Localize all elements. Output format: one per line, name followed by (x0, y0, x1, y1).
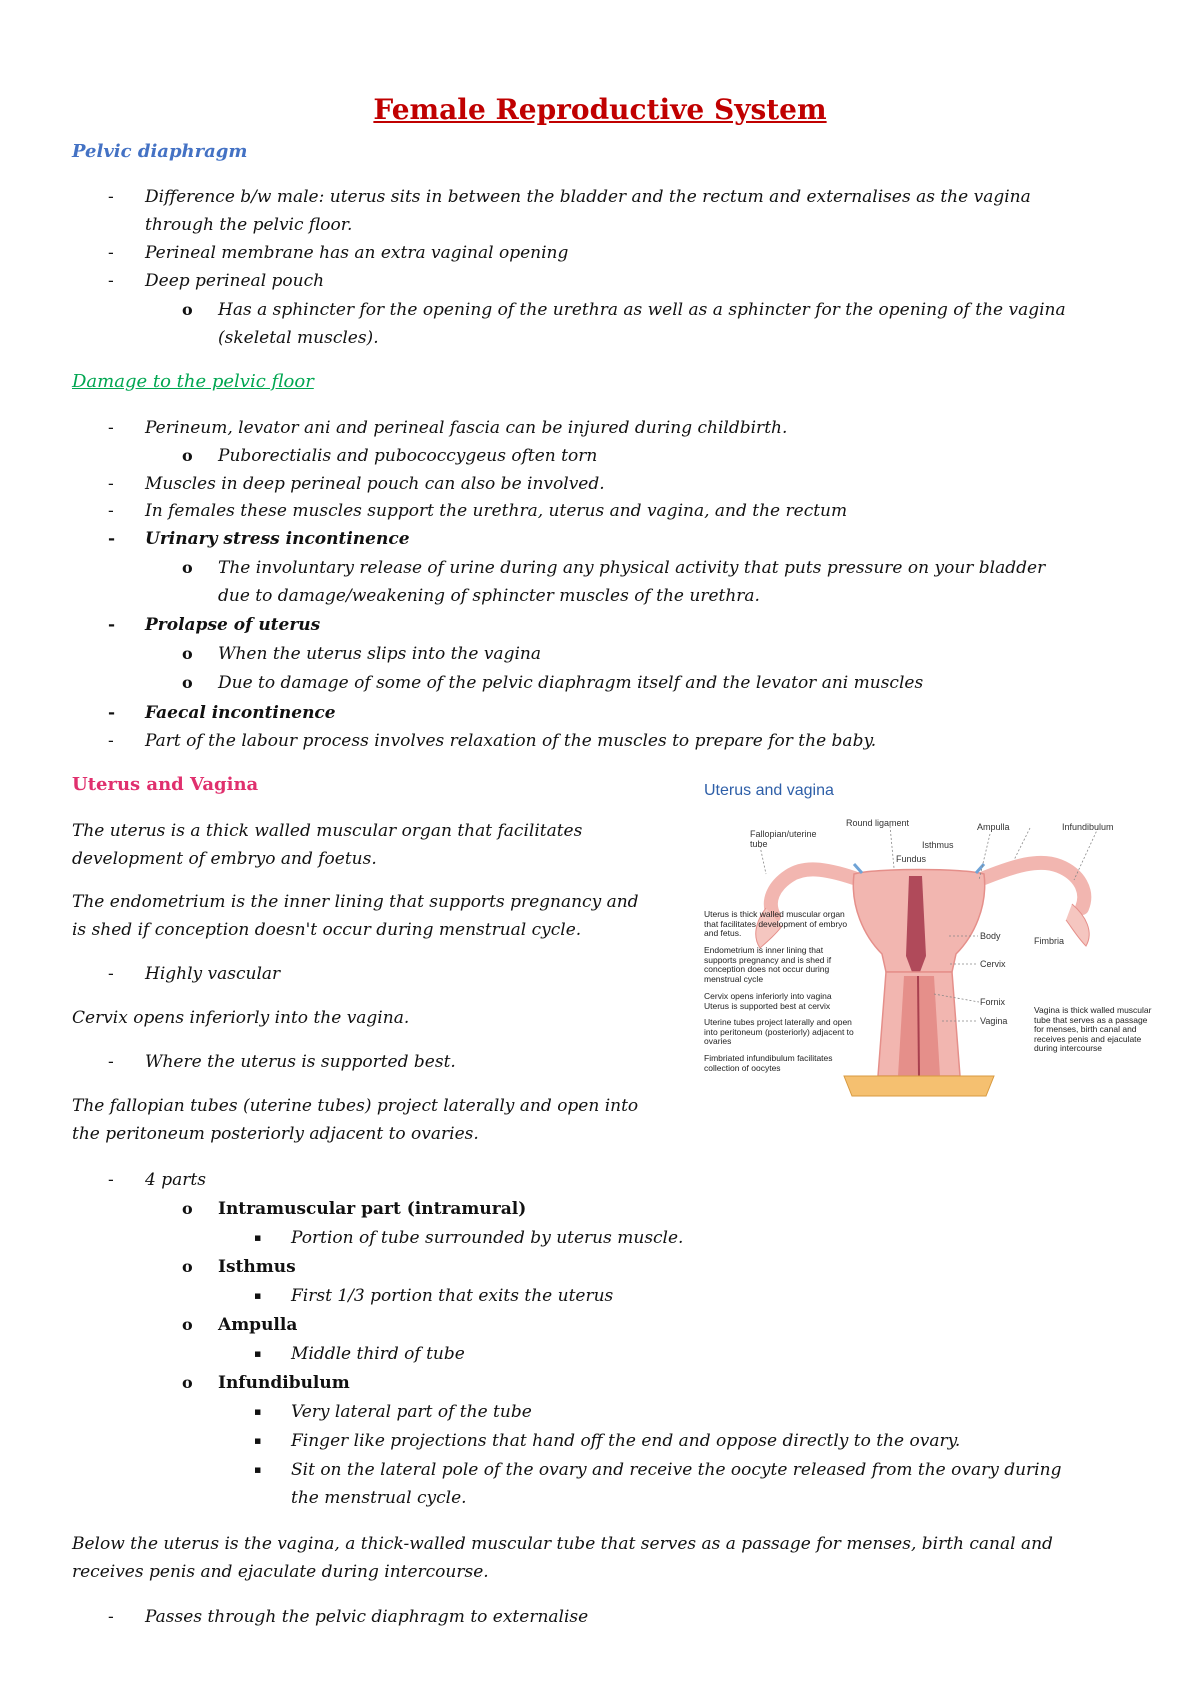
square-bullet: ▪ (254, 1231, 262, 1244)
sub-list-item-bold: Infundibulum (218, 1373, 350, 1393)
list-item-bold: Urinary stress incontinence (145, 529, 410, 549)
list-item: Deep perineal pouch (145, 271, 325, 291)
circle-bullet: o (182, 1373, 193, 1392)
note-infundibulum: Fimbriated infundibulum facilitates collection of oocytes (704, 1053, 833, 1073)
note-uterus: Uterus is thick walled muscular organ that facilitates development of embryo and fetus. (704, 909, 848, 938)
square-bullet: ▪ (254, 1347, 262, 1360)
paragraph-line: receives penis and ejaculate during intercourse. (72, 1562, 489, 1582)
circle-bullet: o (182, 644, 193, 663)
label-round-ligament: Round ligament (846, 818, 910, 828)
note-endometrium: Endometrium is inner lining that supports pregnancy and is shed if conception does not occur during menstrual cycle (704, 945, 832, 984)
circle-bullet: o (182, 1257, 193, 1276)
dash-bullet: - (108, 501, 114, 521)
dash-bullet: - (108, 964, 114, 984)
heading-damage-pelvic-floor: Damage to the pelvic floor (72, 371, 314, 392)
heading-uterus-and-vagina: Uterus and Vagina (72, 774, 259, 795)
dash-bullet: - (108, 187, 114, 207)
label-fundus: Fundus (896, 854, 927, 864)
sub-list-item: When the uterus slips into the vagina (218, 644, 541, 664)
paragraph-line: development of embryo and foetus. (72, 849, 377, 869)
dash-bullet: - (108, 703, 116, 723)
sub-list-item-continuation: (skeletal muscles). (218, 328, 379, 348)
paragraph-line: The endometrium is the inner lining that supports pregnancy and (72, 892, 639, 912)
paragraph-line: the peritoneum posteriorly adjacent to ovaries. (72, 1124, 479, 1144)
label-fallopian-tube: Fallopian/uterine tube (750, 829, 817, 849)
sub-list-item-bold: Intramuscular part (intramural) (218, 1199, 527, 1219)
dash-bullet: - (108, 731, 114, 751)
list-item-bold: Faecal incontinence (145, 703, 336, 723)
heading-pelvic-diaphragm: Pelvic diaphragm (72, 141, 248, 162)
circle-bullet: o (182, 558, 193, 577)
list-item: Part of the labour process involves relaxation of the muscles to prepare for the baby. (145, 731, 877, 751)
sub-list-item-bold: Ampulla (218, 1315, 298, 1335)
label-fornix: Fornix (980, 997, 1006, 1007)
page-title: Female Reproductive System (373, 93, 827, 126)
label-cervix: Cervix (980, 959, 1006, 969)
label-infundibulum: Infundibulum (1062, 822, 1114, 832)
paragraph-line: is shed if conception doesn't occur during menstrual cycle. (72, 920, 582, 940)
list-item: Difference b/w male: uterus sits in between the bladder and the rectum and externalises as the vagina (145, 187, 1031, 207)
list-item: In females these muscles support the urethra, uterus and vagina, and the rectum (145, 501, 848, 521)
paragraph-line: The uterus is a thick walled muscular organ that facilitates (72, 821, 583, 841)
list-item-continuation: through the pelvic floor. (145, 215, 353, 235)
list-item: 4 parts (145, 1170, 206, 1190)
label-vagina: Vagina (980, 1016, 1008, 1026)
note-uterine-tubes: Uterine tubes project laterally and open into peritoneum (posteriorly) adjacent to ovaries (704, 1017, 854, 1046)
note-vagina: Vagina is thick walled muscular tube that serves as a passage for menses, birth canal and receives penis and ejaculate during intercourse (1034, 1005, 1152, 1053)
figure-title: Uterus and vagina (704, 782, 834, 799)
list-item-bold: Prolapse of uterus (145, 615, 321, 635)
square-bullet: ▪ (254, 1289, 262, 1302)
list-item: Passes through the pelvic diaphragm to externalise (145, 1607, 589, 1627)
label-ampulla: Ampulla (977, 822, 1010, 832)
sub-list-item: Due to damage of some of the pelvic diaphragm itself and the levator ani muscles (218, 673, 924, 693)
paragraph-line: The fallopian tubes (uterine tubes) project laterally and open into (72, 1096, 639, 1116)
square-bullet: ▪ (254, 1405, 262, 1418)
label-body: Body (980, 931, 1001, 941)
sub-sub-list-item: Middle third of tube (291, 1344, 465, 1364)
uterus-vagina-figure (694, 776, 1164, 1126)
dash-bullet: - (108, 271, 114, 291)
list-item: Where the uterus is supported best. (145, 1052, 456, 1072)
dash-bullet: - (108, 615, 116, 635)
sub-list-item-bold: Isthmus (218, 1257, 296, 1277)
dash-bullet: - (108, 418, 114, 438)
note-cervix: Cervix opens inferiorly into vagina Uterus is supported best at cervix (704, 991, 832, 1011)
dash-bullet: - (108, 1607, 114, 1627)
list-item: Highly vascular (145, 964, 281, 984)
circle-bullet: o (182, 1315, 193, 1334)
sub-sub-list-item-continuation: the menstrual cycle. (291, 1488, 467, 1508)
dash-bullet: - (108, 1170, 114, 1190)
square-bullet: ▪ (254, 1434, 262, 1447)
circle-bullet: o (182, 673, 193, 692)
paragraph-line: Below the uterus is the vagina, a thick-walled muscular tube that serves as a passage for menses, birth canal and (72, 1534, 1053, 1554)
list-item: Perineal membrane has an extra vaginal opening (145, 243, 569, 263)
sub-sub-list-item: Very lateral part of the tube (291, 1402, 532, 1422)
list-item: Muscles in deep perineal pouch can also be involved. (145, 474, 605, 494)
sub-sub-list-item: Finger like projections that hand off the end and oppose directly to the ovary. (291, 1431, 961, 1451)
label-fimbria: Fimbria (1034, 936, 1065, 946)
sub-sub-list-item: Portion of tube surrounded by uterus muscle. (291, 1228, 684, 1248)
sub-sub-list-item: First 1/3 portion that exits the uterus (291, 1286, 614, 1306)
circle-bullet: o (182, 446, 193, 465)
dash-bullet: - (108, 529, 116, 549)
sub-sub-list-item: Sit on the lateral pole of the ovary and receive the oocyte released from the ovary during (291, 1460, 1062, 1480)
circle-bullet: o (182, 300, 193, 319)
sub-list-item-continuation: due to damage/weakening of sphincter muscles of the urethra. (218, 586, 760, 606)
sub-list-item: Has a sphincter for the opening of the urethra as well as a sphincter for the opening of the vagina (218, 300, 1066, 320)
square-bullet: ▪ (254, 1463, 262, 1476)
dash-bullet: - (108, 474, 114, 494)
dash-bullet: - (108, 243, 114, 263)
label-isthmus: Isthmus (922, 840, 954, 850)
circle-bullet: o (182, 1199, 193, 1218)
sub-list-item: The involuntary release of urine during any physical activity that puts pressure on your bladder (218, 558, 1046, 578)
paragraph-line: Cervix opens inferiorly into the vagina. (72, 1008, 410, 1028)
list-item: Perineum, levator ani and perineal fascia can be injured during childbirth. (145, 418, 788, 438)
sub-list-item: Puborectialis and pubococcygeus often torn (218, 446, 598, 466)
dash-bullet: - (108, 1052, 114, 1072)
